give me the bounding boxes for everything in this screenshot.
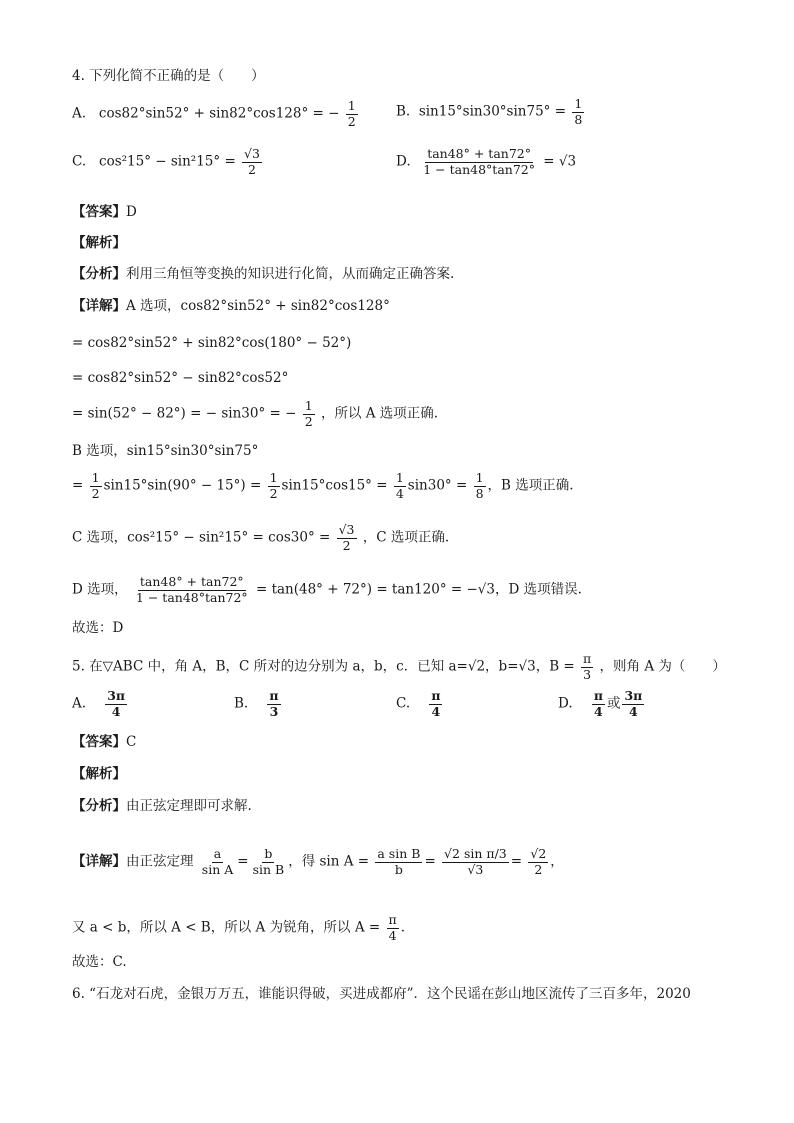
- q4-option-c: C. cos²15° − sin²15° = $\frac{√3}{2}$: [72, 146, 260, 177]
- q5-guxuan: 故选：C.: [72, 954, 127, 970]
- q5-option-b: B. $\frac{\pi}{3}$: [234, 688, 279, 719]
- q5-fenxi: 【分析】由正弦定理即可求解.: [72, 798, 252, 814]
- q5-option-d: D. $\frac{\pi}{4}$ 或 $\frac{3\pi}{4}$: [558, 688, 643, 719]
- q4-xiangjie-c: C 选项，cos²15° − sin²15° = cos30° = $\frac{√3}{2}$ ，C 选项正确.: [72, 522, 450, 553]
- q4-xiangjie-b1: B 选项，sin15°sin30°sin75°: [72, 443, 259, 459]
- q4-xiangjie-d: D 选项， $\frac{\tan 48^\circ + \tan 72^\circ}{1 - \tan 48^\circ\tan 72^\circ}$ = tan(48° + 72°) = tan120° = −√3，D 选项错误.: [72, 574, 582, 605]
- q5-line2: 又 a < b，所以 A < B，所以 A 为锐角，所以 A = $\frac{\pi}{4}$ .: [72, 912, 406, 943]
- q5-analysis-tag: 【解析】: [72, 766, 126, 782]
- q4-xiangjie-a3: = cos82°sin52° − sin82°cos52°: [72, 370, 289, 386]
- q4-fenxi: 【分析】利用三角恒等变换的知识进行化简，从而确定正确答案.: [72, 266, 455, 282]
- q5-answer: 【答案】C: [72, 734, 137, 750]
- q4-stem: 4. 下列化简不正确的是（ ）: [72, 68, 265, 84]
- q5-option-c: C. $\frac{\pi}{4}$: [396, 688, 441, 719]
- q5-option-a: A. $\frac{3\pi}{4}$: [72, 688, 126, 719]
- q4-analysis-tag: 【解析】: [72, 235, 126, 251]
- q6-stem: 6. “石龙对石虎，金银万万五，谁能识得破，买进成都府”．这个民谣在彭山地区流传了三百多年，2020: [72, 986, 691, 1002]
- q4-xiangjie-b2: = $\frac{1}{2}$ sin15°sin(90° − 15°) = $\frac{1}{2}$ sin15°cos15° = $\frac{1}{4}$ sin30° = $\frac{1}{8}$ ，B 选项正确.: [72, 470, 574, 501]
- q4-xiangjie-a2: = cos82°sin52° + sin82°cos(180° − 52°): [72, 335, 352, 351]
- q4-guxuan: 故选：D: [72, 620, 124, 636]
- q4-answer: 【答案】D: [72, 204, 137, 220]
- q4-xiangjie-a1: 【详解】A 选项，cos82°sin52° + sin82°cos128°: [72, 298, 390, 314]
- q4-option-b: B. sin15°sin30°sin75° = $\frac{1}{8}$: [396, 96, 583, 127]
- q4-xiangjie-a4: = sin(52° − 82°) = − sin30° = − $\frac{1}{2}$ ，所以 A 选项正确.: [72, 398, 439, 429]
- q5-stem: 5. 在▽ABC 中，角 A，B，C 所对的边分别为 a，b，c．已知 a=√2，b=√3，B = $\frac{\pi}{3}$ ，则角 A 为（ ）: [72, 651, 726, 682]
- q4-option-d: D. $\frac{\tan 48^\circ + \tan 72^\circ}{1 - \tan 48^\circ\tan 72^\circ}$ = √3: [396, 146, 577, 177]
- q5-xiangjie: 【详解】由正弦定理 $\frac{a}{\text{sin A}}$ = $\frac{b}{\text{sin B}}$ ，得 sin A = $\frac{\text{a sin B}}{b}$ = $\frac{\text{√2 sin π/3}}{√3}$ = $\frac{√2}{2}$ ，: [72, 846, 564, 877]
- q4-option-a: A. cos82°sin52° + sin82°cos128° = − $\frac{1}{2}$: [72, 98, 356, 129]
